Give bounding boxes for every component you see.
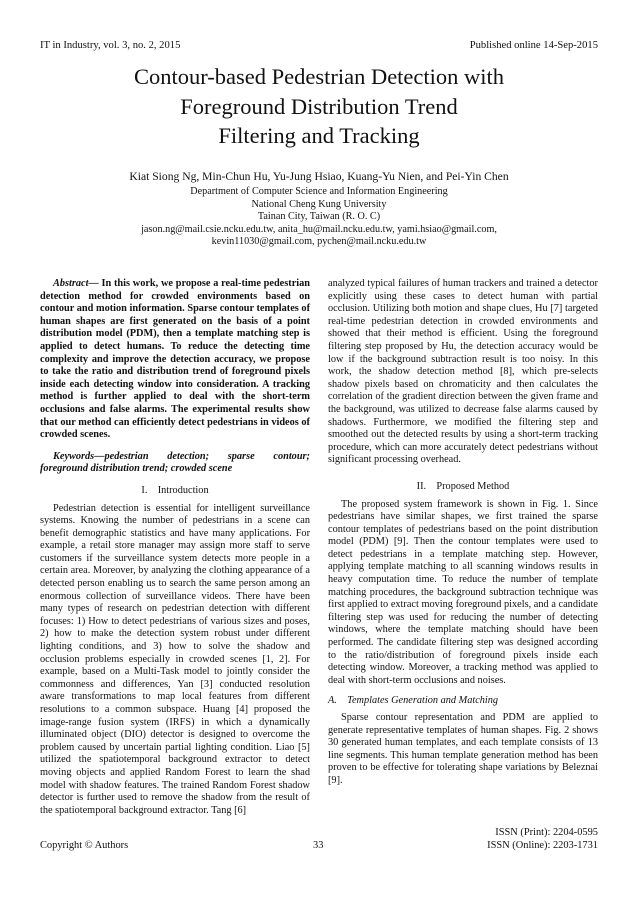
templates-paragraph: Sparse contour representation and PDM are applied to generate representative templates of human shapes. Fig. 2 shows 30 generated human templates, and each template consists of 13 line segments. This human template generation method has been proven to be effective for tolerating shape variations by Beleznai [9]. [328, 712, 598, 786]
issn-online: ISSN (Online): 2203-1731 [487, 840, 598, 851]
introduction-paragraph: Pedestrian detection is essential for intelligent surveillance systems. Knowing the number of pedestrians in a scene can benefit demographic statistics and have many applications. For example, a retail store manager may assign more staff to serve customers if the surveillance system detects more people in a certain area. Moreover, by analyzing the clothing appearance of a detected person enabling us to search the same person among an enormous collection of surveillance videos. There have been many types of research on pedestrian detection with different focuses: 1) How to detect pedestrians of various sizes and poses, 2) how to make the detection system robust under different lighting conditions, and 3) how to solve the shadow and occlusion problems especially in crowded scenes [1, 2]. For example, based on a Multi-Task model to jointly consider the commonness and differences, Yan [3] conducted resolution aware transformations to map local features from different resolutions to a common subspace. Huang [4] proposed the image-range fusion system (IRFS) in which a dynamically illuminated object (DIO) detector is designed to overcome the problem caused by uncertain partial lighting condition. Liao [5] utilized the spatiotemporal background extractor to detect moving objects and applied Random Forest to learn the shad model with shadow features. The trained Random Forest shadow detector is further used to remove the shadow from the result of the spatiotemporal background extractor. Tang [6] [40, 502, 310, 816]
title-line: Contour-based Pedestrian Detection with [133, 64, 505, 89]
affiliation-line: National Cheng Kung University [251, 198, 387, 210]
copyright-notice: Copyright © Authors [40, 840, 129, 851]
section-heading-introduction: I. Introduction [141, 484, 209, 496]
published-date: Published online 14-Sep-2015 [469, 40, 598, 51]
paper-title [40, 62, 598, 151]
method-paragraph: The proposed system framework is shown in Fig. 1. Since pedestrians have similar shapes, we first trained the sparse contour templates of pedestrians based on the point distribution model (PDM) [9]. Then the contour templates were used to detect pedestrians in a template matching step. However, applying template matching to all scanning windows results in heavy computation time. To reduce the number of template matching procedures, the background subtraction technique was first applied to extract moving foreground pixels, and a candidate filtering step was used for reducing the number of detecting windows, where the template matching should have been performed. The candidate filtering step was designed according to the ratio/distribution of foreground pixels inside each detecting window. Moreover, a tracking method was applied to deal with short-term occlusions and noises. [328, 498, 598, 686]
author-list: Kiat Siong Ng, Min-Chun Hu, Yu-Jung Hsiao, Kuang-Yu Nien, and Pei-Yin Chen [129, 170, 509, 183]
email-line: jason.ng@mail.csie.ncku.edu.tw, anita_hu@mail.ncku.edu.tw, yami.hsiao@gmail.com, [141, 223, 497, 235]
page-number: 33 [313, 840, 324, 851]
issn-block [487, 826, 598, 852]
left-column [40, 278, 310, 817]
abstract [40, 278, 310, 442]
keywords [40, 451, 310, 476]
affiliation-block [40, 186, 598, 249]
journal-header: IT in Industry, vol. 3, no. 2, 2015 [40, 40, 181, 51]
subsection-heading: A. Templates Generation and Matching [328, 695, 499, 707]
section-heading-method: II. Proposed Method [416, 480, 510, 492]
email-line: kevin11030@gmail.com, pychen@mail.ncku.edu.tw [211, 236, 427, 248]
abstract-text: In this work, we propose a real-time pedestrian detection method for crowded environments based on contour and motion information. Sparse contour templates of human shapes are first generated on the basis of a point distribution model (PDM), then a template matching step is applied to detect humans. To reduce the detecting time complexity and improve the detection accuracy, we propose to take the ratio and distribution trend of foreground pixels inside each detecting window into consideration. A tracking method is further applied to deal with the short-term occlusions and false alarms. The experimental results show that our method can efficiently detect pedestrians in videos of crowded scenes. [40, 278, 310, 441]
right-column [328, 278, 598, 788]
affiliation-line: Tainan City, Taiwan (R. O. C) [257, 211, 381, 223]
affiliation-line: Department of Computer Science and Information Engineering [190, 186, 448, 197]
keywords-label: Keywords— [53, 450, 105, 462]
keywords-text: pedestrian detection; sparse contour; foreground distribution trend; crowded scene [40, 450, 310, 475]
title-line: Filtering and Tracking [218, 123, 420, 148]
abstract-label: Abstract— [53, 278, 99, 289]
title-line: Foreground Distribution Trend [180, 93, 458, 119]
introduction-continued: analyzed typical failures of human trackers and trained a detector explicitly using these cases to detect human with partial occlusion. Utilizing both motion and shape clues, Hu [7] targeted real-time pedestrian detection in crowded environments and showed that their method is efficient. Using the foreground filtering step proposed by Hu, the detection accuracy would be low if the background subtraction result is too noisy. In this work, the shadow detection method [8], which pre-selects shadow pixels based on chromaticity and then calculates the correlation of the gradient direction between the given frame and the background, was utilized to decrease false alarms caused by shadows. Furthermore, we modified the filtering step and smoothed out the detected results by using a short-term tracking procedure, which can more accurately detect pedestrians without significant processing overhead. [328, 278, 598, 466]
issn-print: ISSN (Print): 2204-0595 [495, 827, 598, 838]
